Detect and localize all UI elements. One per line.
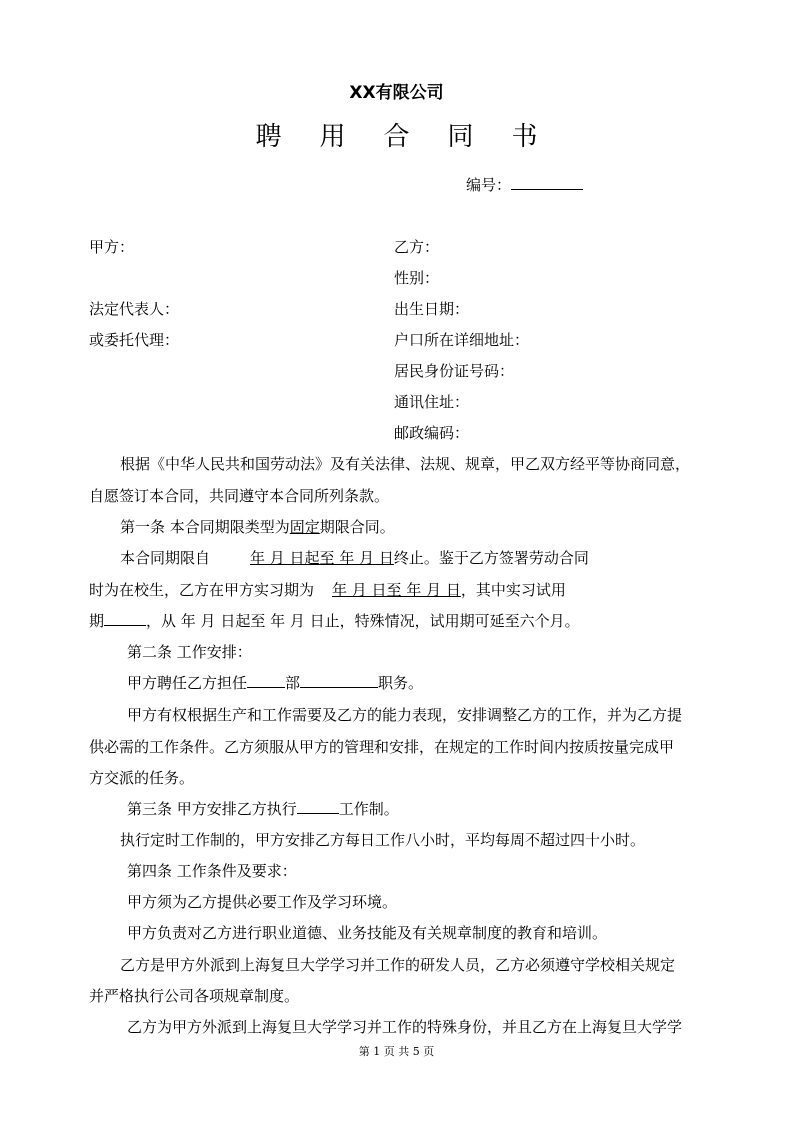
special-status-line: 乙方为甲方外派到上海复旦大学学习并工作的特殊身份，并且乙方在上海复旦大学学	[127, 1018, 683, 1036]
term-line-2	[89, 579, 566, 600]
article-2-heading: 第二条 工作安排：	[127, 643, 252, 661]
internship-period-dates: 年 月 日至 年 月 日	[332, 581, 461, 599]
serial-blank	[511, 175, 583, 190]
secondment-line-2: 并严格执行公司各项规章制度。	[89, 987, 300, 1005]
work-adjust-line-1: 甲方有权根据生产和工作需要及乙方的能力表现，安排调整乙方的工作，并为乙方提	[127, 706, 683, 724]
address-label: 通讯住址：	[394, 393, 470, 411]
serial-label: 编号：	[466, 176, 512, 194]
household-label: 户口所在详细地址：	[394, 331, 530, 349]
article-4-heading: 第四条 工作条件及要求：	[127, 862, 297, 880]
birth-label: 出生日期：	[394, 300, 470, 318]
term-line-1-a: 本合同期限自	[120, 549, 211, 567]
article-3-suffix: 工作制。	[338, 800, 399, 818]
work-adjust-line-2: 供必需的工作条件。乙方须服从甲方的管理和安排，在规定的工作时间内按质按量完成甲	[89, 738, 675, 756]
party-a-label: 甲方：	[89, 238, 135, 256]
article-1-suffix: 期限合同。	[319, 518, 395, 536]
term-line-3-a: 期	[89, 612, 105, 630]
party-b-label: 乙方：	[394, 238, 440, 256]
term-line-1	[120, 547, 589, 568]
article-3-prefix: 第三条 甲方安排乙方执行	[127, 800, 297, 818]
agent-label: 或委托代理：	[89, 331, 180, 349]
term-line-2-a: 时为在校生，乙方在甲方实习期为	[89, 581, 315, 599]
assignment-suffix: 职务。	[378, 674, 424, 692]
serial-number-field	[466, 174, 583, 195]
term-line-3-c: ，从 年 月 日起至 年 月 日止，特殊情况，试用期可延至六个月。	[146, 612, 580, 630]
working-hours-line: 执行定时工作制的，甲方安排乙方每日工作八小时，平均每周不超过四十小时。	[120, 831, 646, 849]
article-1	[120, 516, 395, 537]
position-blank	[300, 672, 378, 688]
environment-line: 甲方须为乙方提供必要工作及学习环境。	[127, 893, 398, 911]
preamble-line-2: 自愿签订本合同，共同遵守本合同所列条款。	[89, 487, 390, 505]
legal-rep-label: 法定代表人：	[89, 300, 180, 318]
page-footer: 第 1 页 共 5 页	[358, 1045, 435, 1058]
training-line: 甲方负责对乙方进行职业道德、业务技能及有关规章制度的教育和培训。	[127, 924, 608, 942]
article-3	[127, 798, 399, 819]
id-number-label: 居民身份证号码：	[394, 362, 515, 380]
term-line-2-c: ，其中实习试用	[460, 581, 566, 599]
work-adjust-line-3: 方交派的任务。	[89, 769, 195, 787]
contract-type-value: 固定	[289, 518, 320, 536]
assignment-dept-word: 部	[285, 674, 301, 692]
preamble-line-1: 根据《中华人民共和国劳动法》及有关法律、法规、规章，甲乙双方经平等协商同意，	[120, 455, 691, 473]
term-line-3	[89, 610, 580, 631]
term-period-dates: 年 月 日起至 年 月 日	[250, 549, 394, 567]
company-name: XX有限公司	[349, 83, 444, 103]
department-blank	[247, 672, 285, 688]
term-line-1-c: 终止。鉴于乙方签署劳动合同	[393, 549, 589, 567]
document-title: 聘用合同书	[255, 122, 576, 152]
probation-blank	[104, 610, 146, 626]
gender-label: 性别：	[394, 269, 440, 287]
article-1-prefix: 第一条 本合同期限类型为	[120, 518, 290, 536]
secondment-line-1: 乙方是甲方外派到上海复旦大学学习并工作的研发人员，乙方必须遵守学校相关规定	[120, 956, 676, 974]
assignment-prefix: 甲方聘任乙方担任	[127, 674, 248, 692]
job-assignment-line	[127, 672, 423, 693]
work-system-blank	[297, 798, 339, 814]
postcode-label: 邮政编码：	[394, 424, 470, 442]
